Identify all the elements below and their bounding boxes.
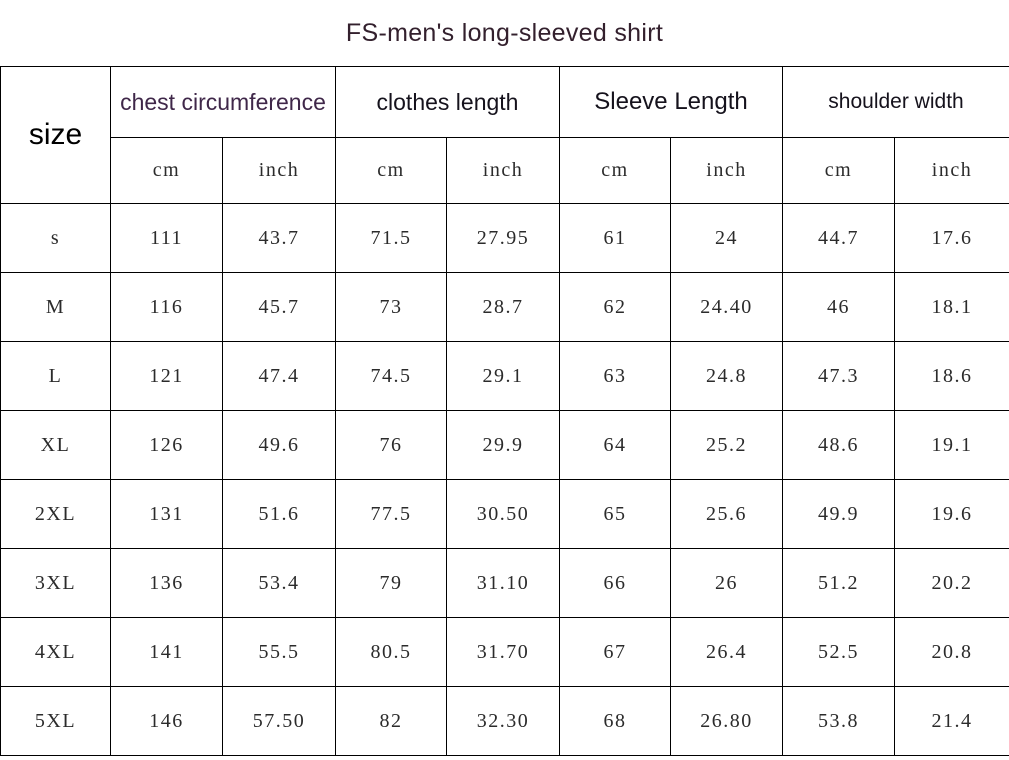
value-cell: 53.8: [783, 687, 895, 756]
value-cell: 43.7: [223, 204, 336, 273]
size-column-header: size: [1, 67, 111, 204]
value-cell: 28.7: [447, 273, 560, 342]
value-cell: 19.6: [895, 480, 1009, 549]
value-cell: 26: [671, 549, 783, 618]
unit-header-row: [1, 138, 1009, 204]
value-cell: 66: [560, 549, 671, 618]
unit-header-clothes-inch: inch: [447, 138, 560, 204]
value-cell: 19.1: [895, 411, 1009, 480]
table-row-l: [1, 342, 1009, 411]
value-cell: 25.2: [671, 411, 783, 480]
value-cell: 71.5: [336, 204, 447, 273]
value-cell: 25.6: [671, 480, 783, 549]
unit-header-clothes-cm: cm: [336, 138, 447, 204]
value-cell: 20.8: [895, 618, 1009, 687]
value-cell: 17.6: [895, 204, 1009, 273]
value-cell: 111: [111, 204, 223, 273]
value-cell: 47.4: [223, 342, 336, 411]
size-cell: L: [1, 342, 111, 411]
size-cell: 2XL: [1, 480, 111, 549]
value-cell: 27.95: [447, 204, 560, 273]
value-cell: 136: [111, 549, 223, 618]
value-cell: 31.10: [447, 549, 560, 618]
size-cell: 5XL: [1, 687, 111, 756]
group-header-chest-circumference: chest circumference: [111, 67, 336, 138]
unit-header-chest-inch: inch: [223, 138, 336, 204]
group-header-sleeve-length: Sleeve Length: [560, 67, 783, 138]
value-cell: 49.9: [783, 480, 895, 549]
value-cell: 47.3: [783, 342, 895, 411]
value-cell: 131: [111, 480, 223, 549]
size-chart-table: [0, 66, 1009, 756]
table-row-5xl: [1, 687, 1009, 756]
value-cell: 55.5: [223, 618, 336, 687]
unit-header-shoulder-inch: inch: [895, 138, 1009, 204]
size-cell: 3XL: [1, 549, 111, 618]
value-cell: 24.40: [671, 273, 783, 342]
value-cell: 121: [111, 342, 223, 411]
value-cell: 146: [111, 687, 223, 756]
table-row-2xl: [1, 480, 1009, 549]
size-cell: 4XL: [1, 618, 111, 687]
value-cell: 62: [560, 273, 671, 342]
table-row-4xl: [1, 618, 1009, 687]
value-cell: 45.7: [223, 273, 336, 342]
value-cell: 46: [783, 273, 895, 342]
value-cell: 30.50: [447, 480, 560, 549]
value-cell: 44.7: [783, 204, 895, 273]
size-cell: s: [1, 204, 111, 273]
value-cell: 77.5: [336, 480, 447, 549]
table-row-3xl: [1, 549, 1009, 618]
unit-header-sleeve-cm: cm: [560, 138, 671, 204]
size-cell: M: [1, 273, 111, 342]
group-header-row: [1, 67, 1009, 138]
value-cell: 53.4: [223, 549, 336, 618]
table-row-m: [1, 273, 1009, 342]
value-cell: 24: [671, 204, 783, 273]
value-cell: 32.30: [447, 687, 560, 756]
value-cell: 65: [560, 480, 671, 549]
value-cell: 26.4: [671, 618, 783, 687]
table-row-s: [1, 204, 1009, 273]
unit-header-shoulder-cm: cm: [783, 138, 895, 204]
value-cell: 126: [111, 411, 223, 480]
value-cell: 68: [560, 687, 671, 756]
value-cell: 57.50: [223, 687, 336, 756]
value-cell: 80.5: [336, 618, 447, 687]
value-cell: 82: [336, 687, 447, 756]
group-header-clothes-length: clothes length: [336, 67, 560, 138]
value-cell: 49.6: [223, 411, 336, 480]
value-cell: 79: [336, 549, 447, 618]
size-cell: XL: [1, 411, 111, 480]
value-cell: 21.4: [895, 687, 1009, 756]
value-cell: 18.1: [895, 273, 1009, 342]
value-cell: 74.5: [336, 342, 447, 411]
table-row-xl: [1, 411, 1009, 480]
value-cell: 52.5: [783, 618, 895, 687]
value-cell: 64: [560, 411, 671, 480]
value-cell: 29.1: [447, 342, 560, 411]
unit-header-chest-cm: cm: [111, 138, 223, 204]
value-cell: 67: [560, 618, 671, 687]
value-cell: 141: [111, 618, 223, 687]
group-header-shoulder-width: shoulder width: [783, 67, 1009, 138]
unit-header-sleeve-inch: inch: [671, 138, 783, 204]
value-cell: 18.6: [895, 342, 1009, 411]
value-cell: 29.9: [447, 411, 560, 480]
value-cell: 63: [560, 342, 671, 411]
value-cell: 48.6: [783, 411, 895, 480]
value-cell: 76: [336, 411, 447, 480]
value-cell: 73: [336, 273, 447, 342]
value-cell: 116: [111, 273, 223, 342]
value-cell: 31.70: [447, 618, 560, 687]
value-cell: 61: [560, 204, 671, 273]
value-cell: 51.6: [223, 480, 336, 549]
page-title: FS-men's long-sleeved shirt: [345, 18, 664, 47]
value-cell: 26.80: [671, 687, 783, 756]
value-cell: 20.2: [895, 549, 1009, 618]
value-cell: 24.8: [671, 342, 783, 411]
value-cell: 51.2: [783, 549, 895, 618]
